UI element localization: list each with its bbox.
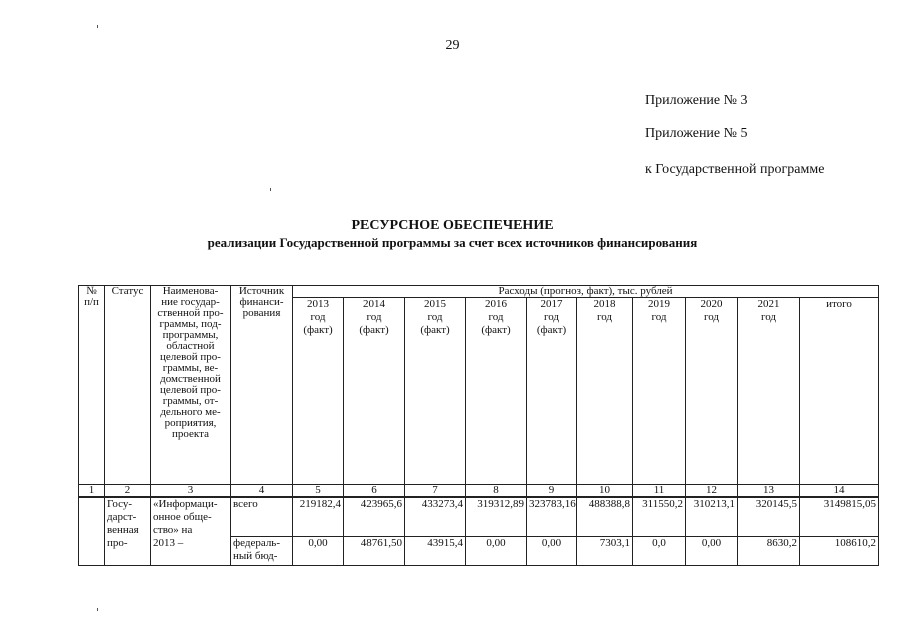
value-cell: 0,0: [633, 537, 686, 566]
value-cell: 319312,89: [466, 497, 527, 537]
header-total: итого: [800, 298, 879, 485]
total-cell: 108610,2: [800, 537, 879, 566]
scan-speck: [270, 188, 271, 191]
column-number: 2: [105, 485, 151, 498]
header-year: 2017 год (факт): [527, 298, 577, 485]
column-number: 4: [231, 485, 293, 498]
total-cell: 3149815,05: [800, 497, 879, 537]
status-cell: Госу- дарст- венная про-: [105, 497, 151, 566]
column-number: 6: [344, 485, 405, 498]
column-number: 1: [79, 485, 105, 498]
scan-speck: [97, 25, 98, 28]
resource-table: [78, 285, 879, 566]
value-cell: 433273,4: [405, 497, 466, 537]
header-status: Статус: [105, 286, 151, 485]
column-number: 14: [800, 485, 879, 498]
header-expenses: Расходы (прогноз, факт), тыс. рублей: [293, 286, 879, 298]
value-cell: 43915,4: [405, 537, 466, 566]
value-cell: 0,00: [527, 537, 577, 566]
document-subtitle: реализации Государственной программы за счет всех источников финансирования: [207, 235, 698, 250]
header-year: 2013 год (факт): [293, 298, 344, 485]
value-cell: 311550,2: [633, 497, 686, 537]
document-title: РЕСУРСНОЕ ОБЕСПЕЧЕНИЕ: [351, 218, 554, 233]
header-year: 2020 год: [686, 298, 738, 485]
column-number: 5: [293, 485, 344, 498]
value-cell: 7303,1: [577, 537, 633, 566]
row-num-cell: [79, 497, 105, 566]
column-number: 11: [633, 485, 686, 498]
value-cell: 0,00: [293, 537, 344, 566]
column-number: 9: [527, 485, 577, 498]
column-number: 13: [738, 485, 800, 498]
header-year: 2016 год (факт): [466, 298, 527, 485]
value-cell: 0,00: [686, 537, 738, 566]
page-number: 29: [445, 38, 460, 53]
column-number-row: [79, 485, 879, 498]
header-year: 2021 год: [738, 298, 800, 485]
column-number: 8: [466, 485, 527, 498]
header-year: 2014 год (факт): [344, 298, 405, 485]
value-cell: 0,00: [466, 537, 527, 566]
column-number: 10: [577, 485, 633, 498]
value-cell: 8630,2: [738, 537, 800, 566]
appendix-line-1: Приложение № 3: [645, 93, 748, 108]
header-source: Источник финанси- рования: [231, 286, 293, 485]
header-year: 2015 год (факт): [405, 298, 466, 485]
appendix-line-3: к Государственной программе: [645, 162, 825, 177]
value-cell: 310213,1: [686, 497, 738, 537]
header-num: № п/п: [79, 286, 105, 485]
source-cell: федераль- ный бюд-: [231, 537, 293, 566]
value-cell: 320145,5: [738, 497, 800, 537]
value-cell: 423965,6: [344, 497, 405, 537]
value-cell: 488388,8: [577, 497, 633, 537]
column-number: 3: [151, 485, 231, 498]
column-number: 12: [686, 485, 738, 498]
appendix-line-2: Приложение № 5: [645, 126, 748, 141]
value-cell: 48761,50: [344, 537, 405, 566]
source-cell: всего: [231, 497, 293, 537]
header-year: 2019 год: [633, 298, 686, 485]
value-cell: 323783,16: [527, 497, 577, 537]
header-year: 2018 год: [577, 298, 633, 485]
program-name-cell: «Информаци- онное обще- ство» на 2013 –: [151, 497, 231, 566]
table-row: [79, 497, 879, 537]
value-cell: 219182,4: [293, 497, 344, 537]
header-name: Наименова- ние государ- ственной про- граммы, под- программы, областной целевой про- граммы, ве- домственной целевой про- граммы, от- дельного ме- роприятия, проекта: [151, 286, 231, 485]
column-number: 7: [405, 485, 466, 498]
scan-speck: [97, 608, 98, 611]
